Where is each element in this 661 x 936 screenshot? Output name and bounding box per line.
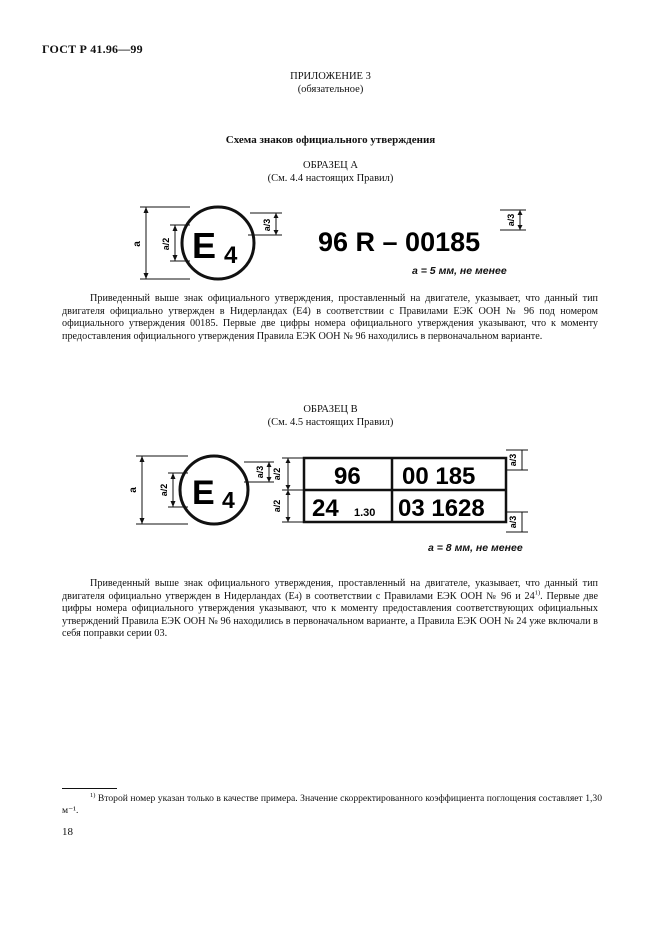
sample-a-title: ОБРАЗЕЦ А bbox=[303, 160, 358, 171]
footnote-text: Второй номер указан только в качестве примера. Значение скорректированного коэффициента поглощения составляет 1,30 м⁻¹. bbox=[62, 793, 602, 816]
sample-a-paragraph: Приведенный выше знак официального утверждения, проставленный на двигателе, указывает, что данный тип двигателя официально утвержден в Нидерландах (E4) в соответствии с Правилами ЕЭК ООН № 96 под номером официального утверждения 00185. Первые две цифры номера официального утверждения указывают, что к моменту предоставления официального утверждения Правила ЕЭК ООН № 96 находились в первоначальном варианте. bbox=[62, 293, 598, 342]
dim-a3-label: a/3 bbox=[506, 213, 516, 227]
section-title: Схема знаков официального утверждения bbox=[225, 134, 436, 146]
appendix-title: ПРИЛОЖЕНИЕ 3 bbox=[290, 71, 371, 82]
dim-a3-label: a/3 bbox=[508, 453, 518, 467]
dim-a-label: a bbox=[128, 487, 139, 493]
footnote bbox=[62, 793, 602, 817]
dim-a2-label: a/2 bbox=[272, 467, 282, 481]
sample-a-ref: (См. 4.4 настоящих Правил) bbox=[267, 173, 394, 184]
page-number: 18 bbox=[62, 826, 73, 838]
size-note: a = 5 мм, не менее bbox=[412, 265, 507, 277]
footnote-marker: 1) bbox=[90, 791, 96, 799]
sample-a-mark bbox=[130, 198, 290, 286]
dim-a3-label: a/3 bbox=[262, 218, 272, 232]
table-cell-regulation-2: 24 bbox=[312, 495, 339, 522]
sample-b-approval-table bbox=[270, 446, 532, 538]
mark-country-number: 4 bbox=[222, 487, 235, 513]
dim-a2-label: a/2 bbox=[161, 237, 171, 251]
table-cell-approval-1: 00 185 bbox=[402, 463, 476, 490]
dim-a2-label: a/2 bbox=[272, 499, 282, 513]
sample-b-title: ОБРАЗЕЦ В bbox=[303, 404, 358, 415]
dim-a3-label: a/3 bbox=[255, 465, 265, 479]
appendix-subtitle: (обязательное) bbox=[297, 84, 364, 95]
table-cell-approval-2: 03 1628 bbox=[398, 495, 485, 522]
mark-letter: E bbox=[192, 225, 217, 266]
footnote-divider bbox=[62, 788, 117, 789]
mark-letter: E bbox=[192, 474, 215, 512]
dim-a2-label: a/2 bbox=[159, 483, 169, 497]
sample-b-paragraph: Приведенный выше знак официального утверждения, проставленный на двигателе, указывает, что данный тип двигателя официально утвержден в Нидерландах (E4) в соответствии с Правилами ЕЭК ООН № 96 и 24$^{1)}$. Первые две цифры номера официального утверждения указывают, что к моменту предоставления соответствующих официальных утверждений Правила ЕЭК ООН № 96 находились в первоначальном варианте, а Правила ЕЭК ООН № 24 уже включали в себя поправки серии 03. bbox=[62, 578, 598, 640]
mark-country-number: 4 bbox=[224, 242, 238, 269]
document-id: ГОСТ Р 41.96—99 bbox=[42, 42, 143, 56]
table-cell-absorption-coefficient: 1.30 bbox=[354, 507, 376, 519]
size-note: a = 8 мм, не менее bbox=[428, 542, 523, 554]
sample-b-mark bbox=[126, 446, 276, 532]
dim-a-label: a bbox=[132, 241, 143, 247]
table-cell-regulation-1: 96 bbox=[334, 463, 361, 490]
approval-text: 96 R – 00185 bbox=[318, 227, 481, 257]
sample-b-ref: (См. 4.5 настоящих Правил) bbox=[267, 417, 394, 428]
dim-a3-label: a/3 bbox=[508, 515, 518, 529]
